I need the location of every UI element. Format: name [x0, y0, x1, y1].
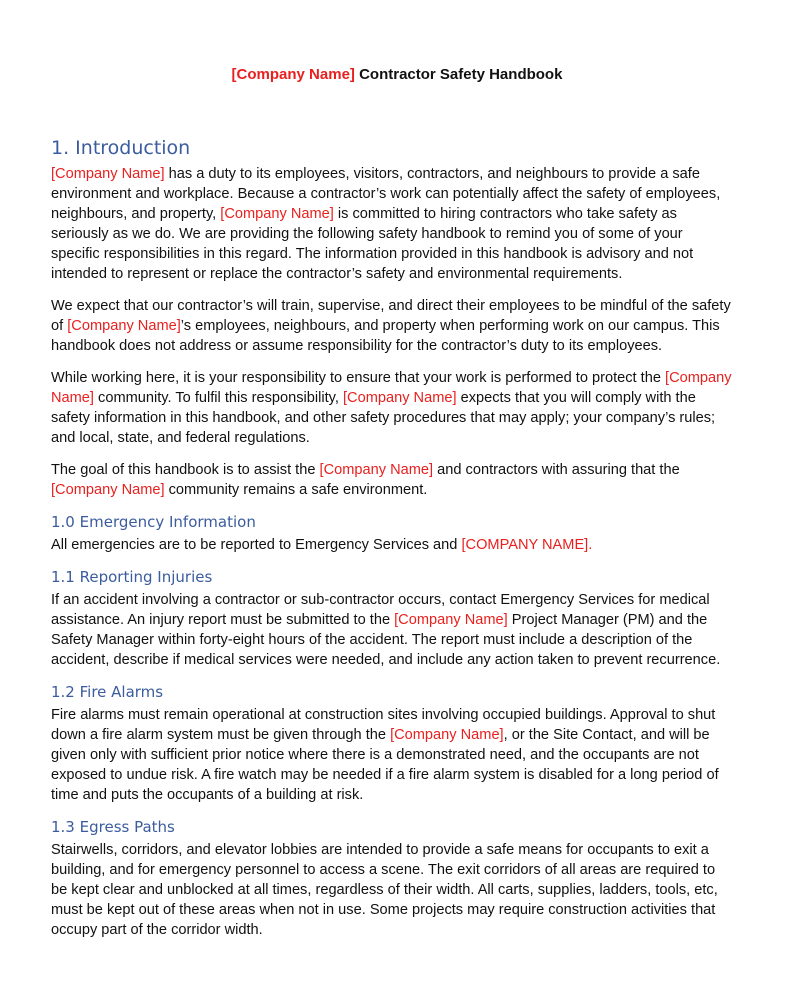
subsection-heading: 1.3 Egress Paths — [51, 818, 175, 836]
paragraph-text: Fire alarms must remain operational at construction sites involving occupied buildings. Approval to shut down a fire alarm system must be given through the — [51, 707, 716, 743]
company-name-placeholder: [Company Name] — [220, 206, 334, 222]
paragraph — [51, 535, 735, 555]
paragraph-text: All emergencies are to be reported to Emergency Services and — [51, 537, 462, 553]
paragraph-text: community. To fulfil this responsibility, — [93, 390, 343, 406]
company-name-placeholder: [Company Name] — [51, 166, 165, 182]
company-name-placeholder: [Company Name] — [51, 370, 732, 406]
company-name-placeholder: [COMPANY NAME]. — [461, 537, 593, 553]
company-name-placeholder: [Company Name] — [67, 318, 181, 334]
document-body — [51, 164, 735, 952]
paragraph-text: and contractors with assuring that the — [433, 462, 680, 478]
paragraph — [51, 840, 735, 940]
subsection-heading: 1.2 Fire Alarms — [51, 683, 164, 701]
paragraph-text: We expect that our contractor’s will train, supervise, and direct their employees to be mindful of the safety of — [51, 298, 731, 334]
subsection-heading: 1.0 Emergency Information — [51, 513, 256, 531]
title-text: Contractor Safety Handbook — [354, 66, 563, 83]
paragraph — [51, 460, 735, 500]
company-name-placeholder: [Company Name] — [231, 66, 355, 83]
company-name-placeholder: [Company Name] — [342, 390, 457, 406]
paragraph-text: Project Manager (PM) and the Safety Manager within forty-eight hours of the accident. The report must include a description of the accident, describe if medical services were needed, and include any action taken to prevent recurrence. — [51, 612, 721, 668]
company-name-placeholder: [Company Name] — [51, 482, 165, 498]
paragraph — [51, 705, 735, 805]
paragraph-text: community remains a safe environment. — [164, 482, 428, 498]
paragraph — [51, 164, 735, 284]
document-title — [0, 66, 794, 83]
paragraph-text: ’s employees, neighbours, and property when performing work on our campus. This handbook does not address or assume responsibility for the contractor’s duty to its employees. — [51, 318, 720, 354]
subsection-heading: 1.1 Reporting Injuries — [51, 568, 213, 586]
paragraph-text: , or the Site Contact, and will be given only with sufficient prior notice where there is a demonstrated need, and the occupants are not exposed to undue risk. A fire watch may be needed if a fire alarm system is disabled for a long period of time and puts the occupants of a building at risk. — [51, 727, 719, 803]
paragraph-text: The goal of this handbook is to assist the — [51, 462, 320, 478]
company-name-placeholder: [Company Name] — [319, 462, 434, 478]
paragraph-text: If an accident involving a contractor or sub-contractor occurs, contact Emergency Services for medical assistance. An injury report must be submitted to the — [51, 592, 710, 628]
company-name-placeholder: [Company Name] — [390, 727, 504, 743]
company-name-placeholder: [Company Name] — [394, 612, 508, 628]
paragraph-text: Stairwells, corridors, and elevator lobbies are intended to provide a safe means for occupants to exit a building, and for emergency personnel to access a scene. The exit corridors of all areas are required to be kept clear and unblocked at all times, regardless of their width. All carts, supplies, ladders, tools, etc, must be kept out of these areas when not in use. Some projects may require construction activities that occupy part of the corridor width. — [51, 842, 718, 938]
paragraph-text: expects that you will comply with the safety information in this handbook, and other safety procedures that may apply; your company’s rules; and local, state, and federal regulations. — [51, 390, 716, 446]
paragraph-text: is committed to hiring contractors who take safety as seriously as we do. We are providing the following safety handbook to remind you of some of your specific responsibilities in this regard. The information provided in this handbook is advisory and not intended to represent or replace the contractor’s safety and environmental requirements. — [51, 206, 694, 282]
paragraph — [51, 590, 735, 670]
paragraph-text: While working here, it is your responsibility to ensure that your work is performed to protect the — [51, 370, 666, 386]
paragraph — [51, 368, 735, 448]
paragraph-text: has a duty to its employees, visitors, contractors, and neighbours to provide a safe environment and workplace. Because a contractor’s work can potentially affect the safety of employees, neighbours, and property, — [51, 166, 721, 222]
paragraph — [51, 296, 735, 356]
section-heading-introduction: 1. Introduction — [51, 137, 191, 159]
